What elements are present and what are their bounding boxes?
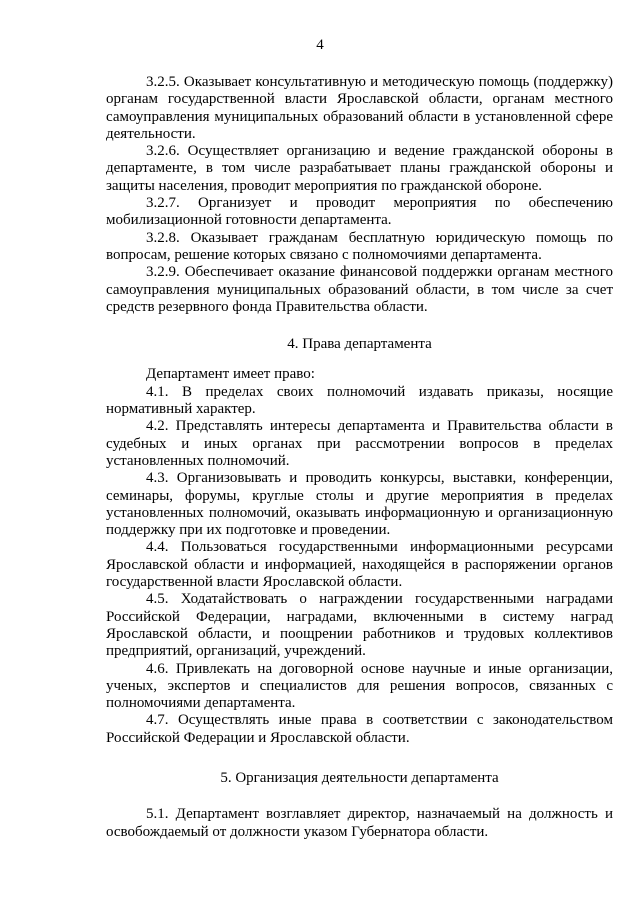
paragraph-4-4: 4.4. Пользоваться государственными информационными ресурсами Ярославской области и информацией, находящейся в распоряжении органов государственной власти Ярославской области. [106, 539, 613, 591]
paragraph-3-2-7: 3.2.7. Организует и проводит мероприятия по обеспечению мобилизационной готовности департамента. [106, 195, 613, 229]
paragraph-4-7: 4.7. Осуществлять иные права в соответствии с законодательством Российской Федерации и Ярославской области. [106, 712, 613, 746]
paragraph-4-2: 4.2. Представлять интересы департамента и Правительства области в судебных и иных органах при рассмотрении вопросов в пределах установленных полномочий. [106, 418, 613, 469]
paragraph-3-2-6: 3.2.6. Осуществляет организацию и ведение гражданской обороны в департаменте, в том числе разрабатывает планы гражданской обороны и защиты населения, проводит мероприятия по гражданской обороне. [106, 143, 613, 194]
page-number: 4 [316, 37, 324, 53]
section-5-heading: 5. Организация деятельности департамента [220, 769, 499, 786]
document-body [106, 74, 613, 841]
paragraph-3-2-8: 3.2.8. Оказывает гражданам бесплатную юридическую помощь по вопросам, решение которых связано с полномочиями департамента. [106, 229, 613, 263]
section-4-heading: 4. Права департамента [287, 336, 432, 353]
paragraph-5-1: 5.1. Департамент возглавляет директор, назначаемый на должность и освобождаемый от должности указом Губернатора области. [106, 806, 613, 840]
paragraph-4-6: 4.6. Привлекать на договорной основе научные и иные организации, ученых, экспертов и специалистов для решения вопросов, связанных с полномочиями департамента. [106, 660, 613, 712]
paragraph-3-2-9: 3.2.9. Обеспечивает оказание финансовой поддержки органам местного самоуправления муниципальных образований области, в том числе за счет средств резервного фонда Правительства области. [106, 264, 613, 315]
paragraph-4-3: 4.3. Организовывать и проводить конкурсы, выставки, конференции, семинары, форумы, круглые столы и другие мероприятия в пределах установленных полномочий, оказывать информационную и организационную поддержку при их подготовке и проведении. [106, 470, 613, 539]
paragraph-4-5: 4.5. Ходатайствовать о награждении государственными наградами Российской Федерации, наградами, включенными в систему наград Ярославской области, и поощрении работников и трудовых коллективов предприятий, организаций, учреждений. [106, 591, 613, 660]
section-4-intro: Департамент имеет право: [146, 366, 315, 383]
paragraph-4-1: 4.1. В пределах своих полномочий издавать приказы, носящие нормативный характер. [106, 383, 613, 418]
paragraph-3-2-5: 3.2.5. Оказывает консультативную и методическую помощь (поддержку) органам государственной власти Ярославской области, органам местного самоуправления муниципальных образований области в установленной сфере деятельности. [106, 74, 613, 142]
